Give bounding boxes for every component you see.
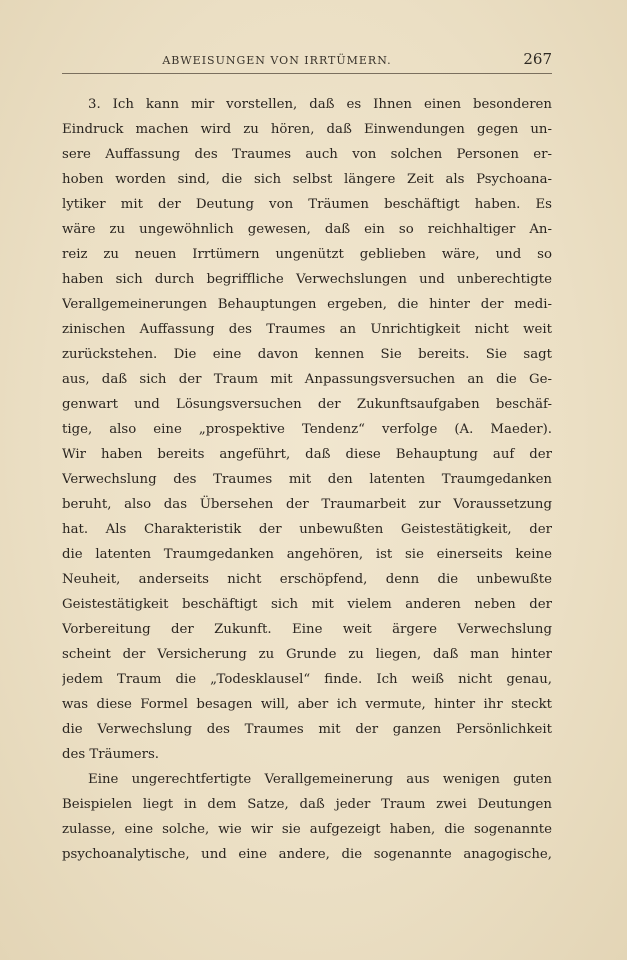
text-line: zurückstehen. Die eine davon kennen Sie bereits. Sie sagt	[62, 347, 552, 362]
text-line: lytiker mit der Deutung von Träumen beschäftigt haben. Es	[62, 197, 552, 212]
text-line: die Verwechslung des Traumes mit der ganzen Persönlichkeit	[62, 722, 552, 737]
text-line: hoben worden sind, die sich selbst längere Zeit als Psychoana-	[62, 172, 552, 187]
text-line: aus, daß sich der Traum mit Anpassungsversuchen an die Ge-	[62, 372, 552, 387]
text-line: die latenten Traumgedanken angehören, ist sie einerseits keine	[62, 547, 552, 562]
text-line: wäre zu ungewöhnlich gewesen, daß ein so reichhaltiger An-	[62, 222, 552, 237]
text-line: sere Auffassung des Traumes auch von solchen Personen er-	[62, 147, 552, 162]
text-line: Verwechslung des Traumes mit den latenten Traumgedanken	[62, 472, 552, 487]
text-line: psychoanalytische, und eine andere, die sogenannte anagogische,	[62, 847, 552, 862]
text-line: Neuheit, anderseits nicht erschöpfend, denn die unbewußte	[62, 572, 552, 587]
text-line: haben sich durch begriffliche Verwechslungen und unberechtigte	[62, 272, 552, 287]
text-line: zulasse, eine solche, wie wir sie aufgezeigt haben, die sogenannte	[62, 822, 552, 837]
text-line: Verallgemeinerungen Behauptungen ergeben, die hinter der medi-	[62, 297, 552, 312]
text-line: Eindruck machen wird zu hören, daß Einwendungen gegen un-	[62, 122, 552, 137]
text-line: tige, also eine „prospektive Tendenz“ verfolge (A. Maeder).	[62, 422, 552, 437]
body-text	[62, 92, 552, 867]
header-rule	[62, 73, 552, 74]
text-line: reiz zu neuen Irrtümern ungenützt geblieben wäre, und so	[62, 247, 552, 262]
text-line: genwart und Lösungsversuchen der Zukunftsaufgaben beschäf-	[62, 397, 552, 412]
text-line: Beispielen liegt in dem Satze, daß jeder Traum zwei Deutungen	[62, 797, 552, 812]
text-line: 3. Ich kann mir vorstellen, daß es Ihnen einen besonderen	[88, 97, 552, 112]
text-line: Eine ungerechtfertigte Verallgemeinerung aus wenigen guten	[88, 772, 552, 787]
text-line: Vorbereitung der Zukunft. Eine weit ärgere Verwechslung	[62, 622, 552, 637]
text-line: was diese Formel besagen will, aber ich vermute, hinter ihr steckt	[62, 697, 552, 712]
text-line: zinischen Auffassung des Traumes an Unrichtigkeit nicht weit	[62, 322, 552, 337]
page-number: 267	[523, 50, 552, 68]
text-line: Geistestätigkeit beschäftigt sich mit vielem anderen neben der	[62, 597, 552, 612]
text-line: Wir haben bereits angeführt, daß diese Behauptung auf der	[62, 447, 552, 462]
text-line: jedem Traum die „Todesklausel“ finde. Ich weiß nicht genau,	[62, 672, 552, 687]
text-line: beruht, also das Übersehen der Traumarbeit zur Voraussetzung	[62, 497, 552, 512]
text-line: des Träumers.	[62, 747, 160, 762]
page-header	[62, 50, 552, 72]
running-head: ABWEISUNGEN VON IRRTÜMERN.	[162, 54, 392, 67]
text-line: scheint der Versicherung zu Grunde zu liegen, daß man hinter	[62, 647, 552, 662]
text-line: hat. Als Charakteristik der unbewußten Geistestätigkeit, der	[62, 522, 552, 537]
